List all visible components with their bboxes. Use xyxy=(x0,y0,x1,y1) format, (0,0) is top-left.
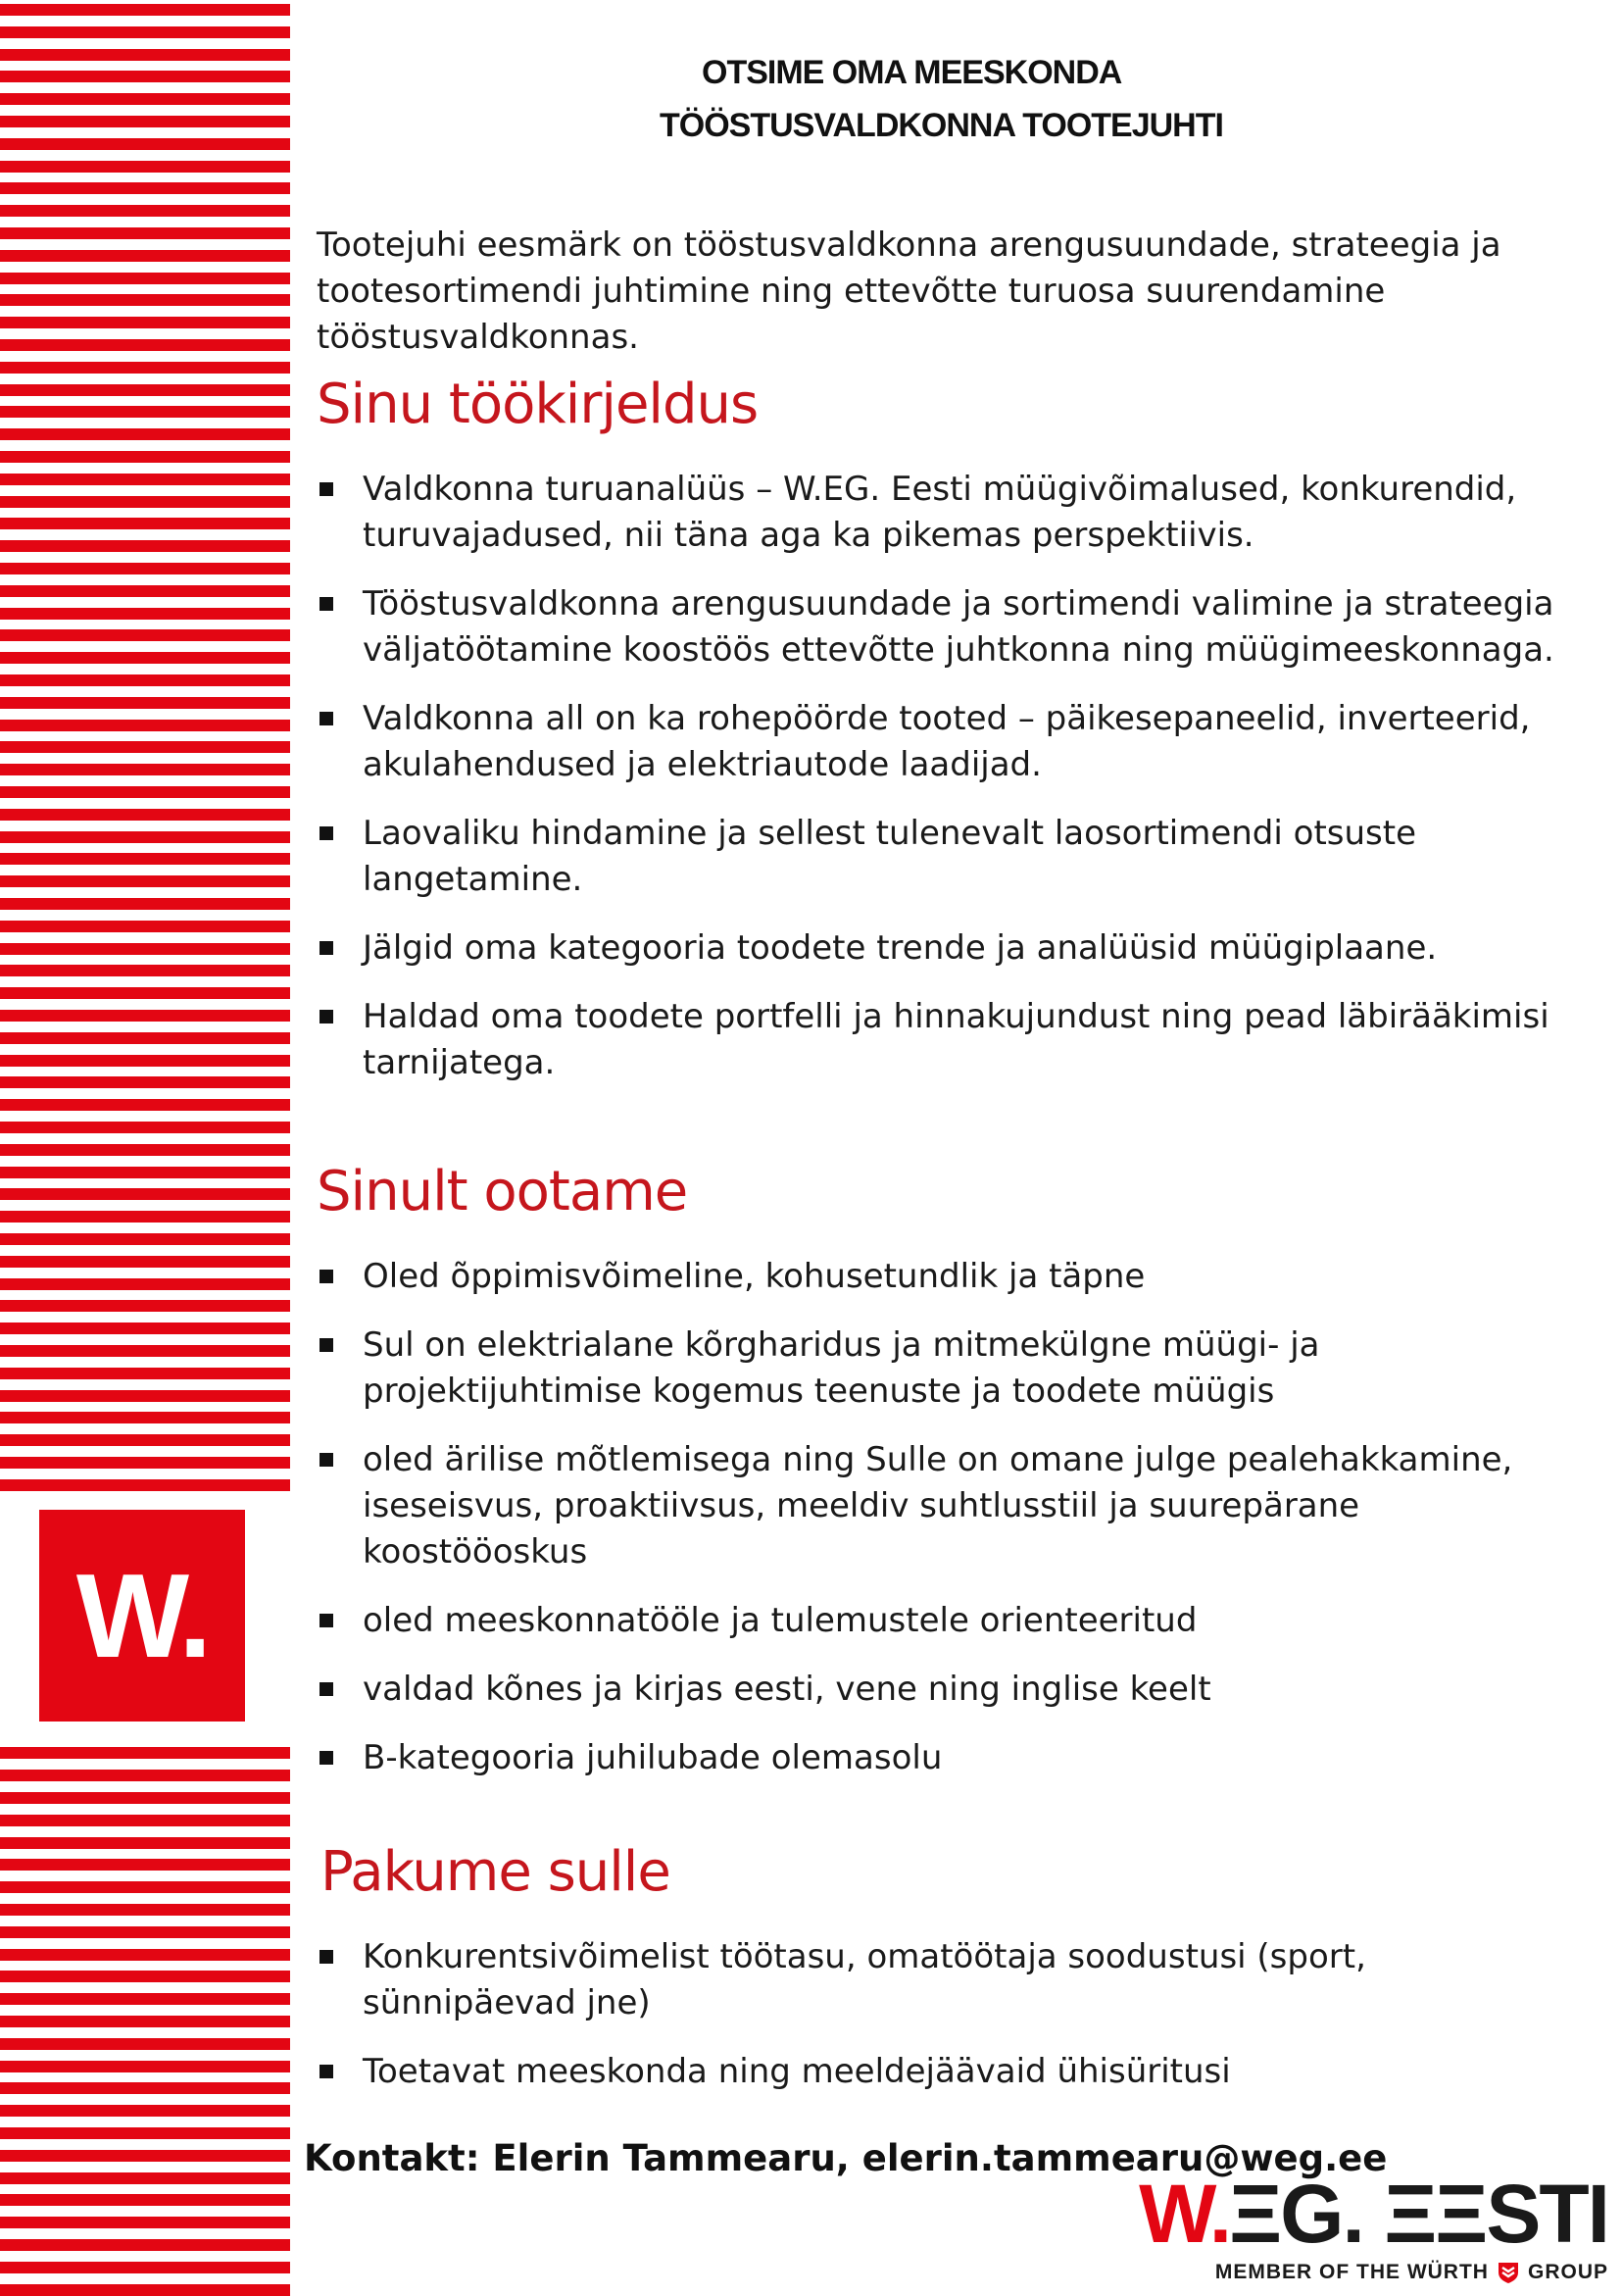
decorative-stripe xyxy=(0,1479,290,1491)
decorative-stripe xyxy=(0,965,290,976)
side-logo-mark: W. xyxy=(75,1549,209,1682)
decorative-stripe xyxy=(0,674,290,686)
decorative-stripe xyxy=(0,2105,290,2117)
decorative-stripe xyxy=(0,629,290,641)
decorative-stripe xyxy=(0,1099,290,1111)
decorative-stripe xyxy=(0,1233,290,1245)
decorative-stripe xyxy=(0,250,290,262)
decorative-stripe xyxy=(0,1010,290,1022)
decorative-stripe xyxy=(0,853,290,865)
decorative-stripe xyxy=(0,1859,290,1871)
decorative-stripe xyxy=(0,585,290,597)
decorative-stripe xyxy=(0,1032,290,1044)
list-item xyxy=(317,1437,1581,1575)
decorative-stripe xyxy=(0,2262,290,2273)
list-item xyxy=(317,581,1581,674)
bullet-square-icon xyxy=(319,597,333,611)
bullet-square-icon xyxy=(319,1614,333,1627)
bullet-square-icon xyxy=(319,1270,333,1283)
decorative-stripe xyxy=(0,273,290,284)
bullet-square-icon xyxy=(319,2065,333,2078)
decorative-stripe xyxy=(0,1144,290,1156)
list-item-text: Laovaliku hindamine ja sellest tulenevalt laosortimendi otsuste langetamine. xyxy=(363,814,1417,899)
job-list xyxy=(317,467,1581,1109)
list-item-text: Valdkonna turuanalüüs – W.EG. Eesti müügivõimalused, konkurendid, turuvajadused, nii täna aga ka pikemas perspektiivis. xyxy=(363,470,1517,555)
decorative-stripe xyxy=(0,1412,290,1423)
decorative-stripe xyxy=(0,49,290,61)
bullet-square-icon xyxy=(319,826,333,840)
decorative-stripe xyxy=(0,1345,290,1357)
decorative-stripe xyxy=(0,1815,290,1826)
decorative-stripe xyxy=(0,563,290,574)
list-item-text: oled ärilise mõtlemisega ning Sulle on omane julge pealehakkamine, iseseisvus, proaktiivsus, meeldiv suhtlusstiil ja suurepärane koostööoskus xyxy=(363,1440,1513,1572)
list-item xyxy=(317,1254,1581,1300)
brand-tagline xyxy=(1215,2261,1608,2284)
decorative-stripe xyxy=(0,1904,290,1916)
list-item xyxy=(317,1934,1581,2026)
decorative-stripe xyxy=(0,2082,290,2094)
decorative-stripe xyxy=(0,1770,290,1781)
decorative-stripe xyxy=(0,741,290,753)
decorative-stripe xyxy=(0,474,290,485)
brand-tagline-left: MEMBER OF THE WÜRTH xyxy=(1214,2261,1489,2283)
decorative-stripe xyxy=(0,182,290,194)
list-item-text: Oled õppimisvõimeline, kohusetundlik ja täpne xyxy=(363,1257,1146,1296)
decorative-stripe xyxy=(0,1390,290,1402)
decorative-stripe xyxy=(0,93,290,105)
decorative-stripe xyxy=(0,1837,290,1849)
decorative-stripe xyxy=(0,697,290,709)
decorative-stripe xyxy=(0,1747,290,1759)
decorative-stripe xyxy=(0,943,290,955)
section-title-job: Sinu töökirjeldus xyxy=(317,373,759,436)
brand-wordmark xyxy=(1139,2168,1608,2260)
decorative-stripe xyxy=(0,2061,290,2072)
decorative-stripe xyxy=(0,831,290,843)
bullet-square-icon xyxy=(319,1338,333,1352)
list-item-text: Valdkonna all on ka rohepöörde tooted – päikesepaneelid, inverteerid, akulahendused ja elektriautode laadijad. xyxy=(363,699,1531,784)
decorative-stripe xyxy=(0,496,290,508)
list-item-text: B-kategooria juhilubade olemasolu xyxy=(363,1738,943,1777)
list-item xyxy=(317,696,1581,788)
decorative-stripe xyxy=(0,1434,290,1446)
decorative-stripe xyxy=(0,1076,290,1088)
bullet-square-icon xyxy=(319,712,333,725)
decorative-stripe xyxy=(0,362,290,374)
expect-list xyxy=(317,1254,1581,1804)
decorative-stripe xyxy=(0,2127,290,2139)
decorative-stripes xyxy=(0,0,290,2295)
list-item-text: Tööstusvaldkonna arengusuundade ja sortimendi valimine ja strateegia väljatöötamine koostöös ettevõtte juhtkonna ning müügimeeskonnaga. xyxy=(363,584,1554,670)
bullet-square-icon xyxy=(319,941,333,955)
brand-wordmark-w: W. xyxy=(1139,2168,1230,2260)
decorative-stripe xyxy=(0,1993,290,2005)
section-title-expect: Sinult ootame xyxy=(317,1160,688,1223)
decorative-stripe xyxy=(0,1055,290,1067)
decorative-stripe xyxy=(0,428,290,440)
decorative-stripe xyxy=(0,384,290,396)
decorative-stripe xyxy=(0,809,290,821)
decorative-stripe xyxy=(0,1323,290,1334)
decorative-stripe xyxy=(0,205,290,217)
list-item xyxy=(317,1598,1581,1644)
decorative-stripe xyxy=(0,2038,290,2050)
bullet-square-icon xyxy=(319,1453,333,1467)
decorative-stripe xyxy=(0,518,290,529)
offer-list xyxy=(317,1934,1581,2118)
decorative-stripe xyxy=(0,1167,290,1178)
list-item xyxy=(317,1323,1581,1415)
decorative-stripe xyxy=(0,317,290,328)
decorative-stripe xyxy=(0,987,290,999)
header-line-1: OTSIME OMA MEESKONDA xyxy=(702,54,1122,91)
decorative-stripe xyxy=(0,4,290,16)
decorative-stripe xyxy=(0,1457,290,1469)
list-item xyxy=(317,467,1581,559)
decorative-stripe xyxy=(0,1188,290,1200)
header-line-2: TÖÖSTUSVALDKONNA TOOTEJUHTI xyxy=(660,107,1223,144)
bullet-square-icon xyxy=(319,1010,333,1023)
list-item xyxy=(317,811,1581,903)
decorative-stripe xyxy=(0,608,290,620)
decorative-stripe xyxy=(0,1949,290,1961)
bullet-square-icon xyxy=(319,1751,333,1765)
list-item-text: oled meeskonnatööle ja tulemustele orienteeritud xyxy=(363,1601,1198,1640)
decorative-stripe xyxy=(0,921,290,932)
side-logo xyxy=(39,1510,245,1722)
list-item xyxy=(317,1667,1581,1713)
wurth-shield-icon xyxy=(1497,2261,1520,2284)
decorative-stripe xyxy=(0,540,290,552)
list-item xyxy=(317,994,1581,1086)
bullet-square-icon xyxy=(319,482,333,496)
decorative-stripe xyxy=(0,2239,290,2251)
decorative-stripe xyxy=(0,1368,290,1379)
decorative-stripe xyxy=(0,1122,290,1133)
decorative-stripe xyxy=(0,116,290,127)
decorative-stripe xyxy=(0,2284,290,2296)
list-item-text: Jälgid oma kategooria toodete trende ja analüüsid müügiplaane. xyxy=(363,928,1438,968)
list-item-text: valdad kõnes ja kirjas eesti, vene ning inglise keelt xyxy=(363,1670,1211,1709)
section-title-offer: Pakume sulle xyxy=(320,1840,670,1904)
decorative-stripe xyxy=(0,898,290,910)
decorative-stripe xyxy=(0,720,290,731)
brand-logo xyxy=(1073,2168,1622,2295)
list-item-text: Toetavat meeskonda ning meeldejäävaid ühisüritusi xyxy=(363,2052,1231,2091)
intro-paragraph: Tootejuhi eesmärk on tööstusvaldkonna arengusuundade, strateegia ja tootesortimendi juhtimine ning ettevõtte turuosa suurendamine tööstusvaldkonnas. xyxy=(317,225,1501,357)
decorative-stripe xyxy=(0,138,290,150)
decorative-stripe xyxy=(0,1881,290,1893)
list-item xyxy=(317,1735,1581,1781)
brand-tagline-right: GROUP xyxy=(1527,2261,1608,2283)
decorative-stripe xyxy=(0,2016,290,2027)
list-item-text: Konkurentsivõimelist töötasu, omatöötaja soodustusi (sport, sünnipäevad jne) xyxy=(363,1937,1366,2022)
decorative-stripe xyxy=(0,71,290,82)
bullet-square-icon xyxy=(319,1950,333,1964)
bullet-square-icon xyxy=(319,1682,333,1696)
decorative-stripe xyxy=(0,294,290,306)
decorative-stripe xyxy=(0,1792,290,1804)
decorative-stripe xyxy=(0,1278,290,1290)
list-item xyxy=(317,2049,1581,2095)
decorative-stripe xyxy=(0,652,290,664)
decorative-stripe xyxy=(0,26,290,38)
list-item-text: Haldad oma toodete portfelli ja hinnakujundust ning pead läbirääkimisi tarnijatega. xyxy=(363,997,1549,1082)
decorative-stripe xyxy=(0,875,290,887)
decorative-stripe xyxy=(0,451,290,463)
decorative-stripe xyxy=(0,406,290,418)
decorative-stripe xyxy=(0,2217,290,2228)
list-item xyxy=(317,925,1581,972)
decorative-stripe xyxy=(0,227,290,239)
decorative-stripe xyxy=(0,2194,290,2206)
decorative-stripe xyxy=(0,1971,290,1982)
decorative-stripe xyxy=(0,1926,290,1938)
brand-wordmark-rest: ΞG. ΞΞSTI xyxy=(1229,2168,1608,2260)
decorative-stripe xyxy=(0,339,290,351)
decorative-stripe xyxy=(0,1300,290,1312)
list-item-text: Sul on elektrialane kõrgharidus ja mitmekülgne müügi- ja projektijuhtimise kogemus teenuste ja toodete müügis xyxy=(363,1325,1320,1411)
decorative-stripe xyxy=(0,1256,290,1268)
decorative-stripe xyxy=(0,2172,290,2184)
decorative-stripe xyxy=(0,1211,290,1223)
decorative-stripe xyxy=(0,161,290,173)
decorative-stripe xyxy=(0,786,290,798)
contact-line: Kontakt: Elerin Tammearu, elerin.tammearu@weg.ee xyxy=(304,2137,1388,2179)
decorative-stripe xyxy=(0,764,290,775)
decorative-stripe xyxy=(0,2150,290,2162)
